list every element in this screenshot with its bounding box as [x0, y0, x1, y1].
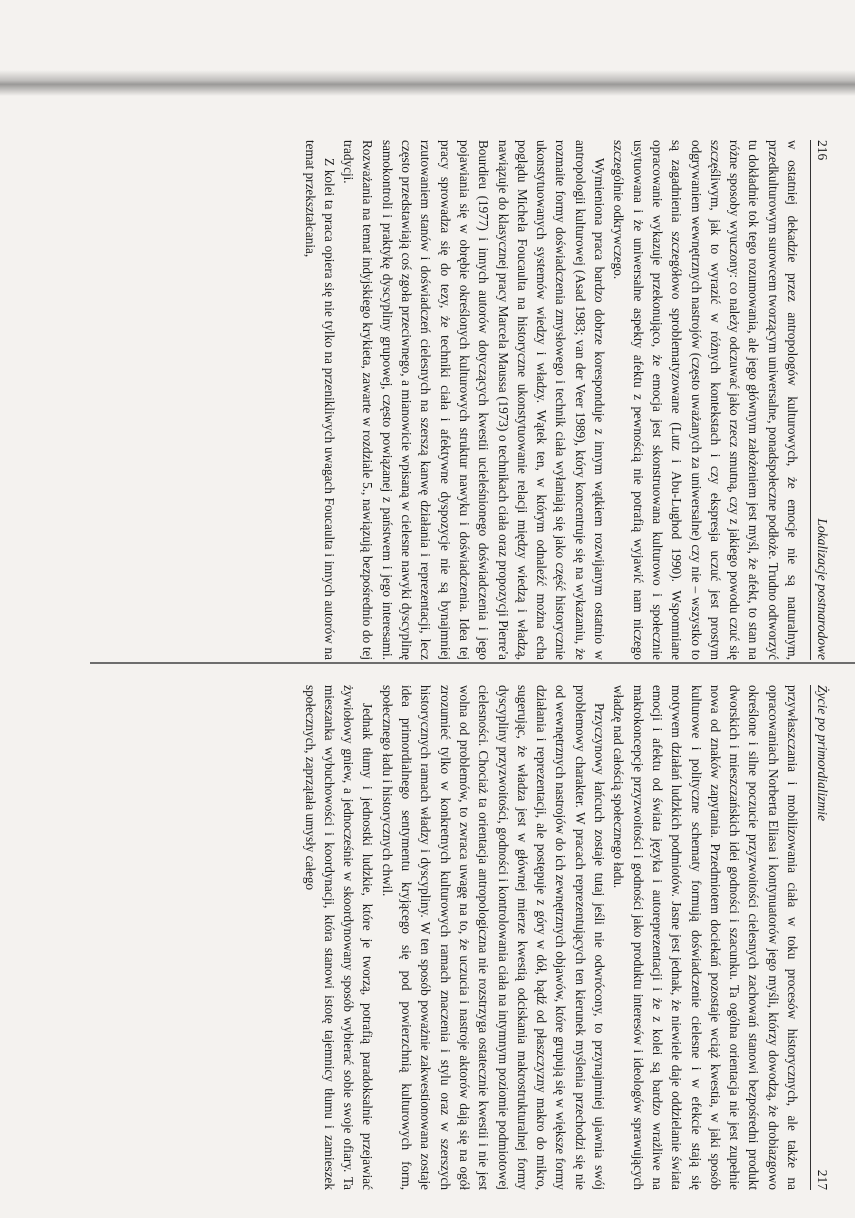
page-216	[105, 140, 830, 660]
page-divider	[90, 662, 855, 664]
running-title: Życie po primordializmie	[815, 685, 830, 821]
paragraph: Przyczynowy łańcuch zostaje tutaj jeśli nie odwrócony, to przynajmniej ujawnia swój problemowy charakter. W pracach reprezentujących ten kierunek myślenia przechodzi się nie od wewnętrznych nastrojów do ich zewnętrznych objawów, które grupują się w większe formy działania i reprezentacji, ale postępuje z góry w dół, bądź od płaszczyzny makro do mikro, sugerując, że władza jest w głównej mierze kwestią odciskania makrostrukturalnej formy dyscypliny przyzwoitości, godności i kontrolowania ciała na intymnym poziomie podmiotowej cielesności. Chociaż ta orientacja antropologiczna nie rozstrzyga ostatecznie kwestii i nie jest wolna od problemów, to zwraca uwagę na to, że uczucia i nastroje aktorów dają się na ogół zrozumieć tylko w konkretnych kulturowych ramach znaczenia i stylu oraz w szerszych historycznych ramach władzy i dyscypliny. W ten sposób poważnie zakwestionowana zostaje idea primordialnego sentymentu kryjącego się pod powierzchnią kulturowych form, społecznego ładu i historycznych chwil.	[379, 685, 608, 1190]
scan-edge-shadow	[0, 70, 855, 96]
paragraph: w ostatniej dekadzie przez antropologów kulturowych, że emocje nie są naturalnym, przedkulturowym surowcem tworzącym uniwersalne, ponadspołeczne podłoże. Trudno odtworzyć tu dokładnie tok tego rozumowania, ale jego głównym założeniem jest myśl, że afekt, to stan na różne sposoby wyuczony: co należy odczuwać jako rzecz smutną, czy z jakiego powodu czuć się szczęśliwym, jak to wyrazić w różnych kontekstach i czy ekspresja uczuć jest prostym odgrywaniem wewnętrznych nastrojów (często uważanych za uniwersalne) czy nie – wszystko to są zagadnienia szczegółowo sproblematyzowane (Lutz i Abu-Lughod 1990). Wspomniane opracowanie wykazuje przekonująco, że emocja jest skonstruowana kulturowo i społecznie usytuowana i że uniwersalne aspekty afektu z pewnością nie potrafią wyjawić nam niczego szczególnie odkrywczego.	[611, 140, 800, 660]
running-title: Lokalizacje postnarodowe	[815, 518, 830, 660]
paragraph: Jednak tłumy i jednostki ludzkie, które je tworzą, potrafią paradoksalnie przejawiać żywiołowy gniew, a jednocześnie w skoordynowany sposób wybierać sobie swoje ofiary. Ta mieszanka wybuchowości i koordynacji, która stanowi istotę tajemnicy tłumu i zamieszek społecznych, zaprzątała umysły całego	[302, 685, 376, 1190]
paragraph: Z kolei ta praca opiera się nie tylko na przenikliwych uwagach Foucaulta i innych autorów na temat przekształcania,	[302, 140, 337, 660]
running-head	[810, 140, 830, 660]
page-number: 217	[815, 1169, 830, 1190]
running-head	[810, 685, 830, 1190]
page-number: 216	[815, 140, 830, 161]
paragraph: przywłaszczania i mobilizowania ciała w toku procesów historycznych, ale także na opracowaniach Norberta Eliasa i kontynuatorów jego myśli, którzy dowodzą, że drobiazgowo określone i silne poczucie przyzwoitości cielesnych zachowań stanowi bezpośredni produkt dworskich i mieszczańskich idei godności i szacunku. Ta ogólna orientacja nie jest zupełnie nowa od znaków zapytania. Przedmiotem dociekań pozostaje wciąż kwestia, w jaki sposób kulturowe i polityczne schematy formują doświadczenie cielesne i w efekcie stają się motywem działań ludzkich podmiotów. Jasne jest jednak, że niewiele daje oddzielanie świata emocji i afektu od świata języka i autoreprezentacji i że z kolei są bardzo wrażliwe na makrokoncepcje przyzwoitości i godności jako produktu interesów i ideologów sprawujących władzę nad całością społecznego ładu.	[611, 685, 800, 1190]
page-217	[105, 685, 830, 1190]
paragraph: Wymieniona praca bardzo dobrze koresponduje z innym wątkiem rozwijanym ostatnio w antropologii kulturowej (Asad 1983; van der Veer 1989), który koncentruje się na wykazaniu, że rozmaite formy doświadczenia zmysłowego i technik ciała wyłaniają się jako część historycznie ukonstytuowanych systemów wiedzy i władzy. Wątek ten, w którym odnaleźć można echa poglądu Michela Foucaulta na historyczne ukonstytuowanie relacji między wiedzą i władzą, nawiązuje do klasycznej pracy Marcela Maussa (1973) o technikach ciała oraz propozycji Pierre'a Bourdieu (1977) i innych autorów dotyczących kwestii ucieleśnionego doświadczenia i jego pojawiania się w obrębie określonych kulturowych struktur nawyku i doświadczenia. Idea tej pracy sprowadza się do tezy, że techniki ciała i afektywne dyspozycje nie są bynajmniej rzutowaniem stanów i doświadczeń cielesnych na szerszą kanwę działania i reprezentacji, lecz często przedstawiają coś zgoła przeciwnego, a mianowicie wpisaną w cielesne nawyki dyscyplinę samokontroli i praktykę dyscypliny grupowej, często powiązanej z państwem i jego interesami. Rozważania na temat indyjskiego krykieta, zawarte w rozdziale 5., nawiązują bezpośrednio do tej tradycji.	[341, 140, 608, 660]
